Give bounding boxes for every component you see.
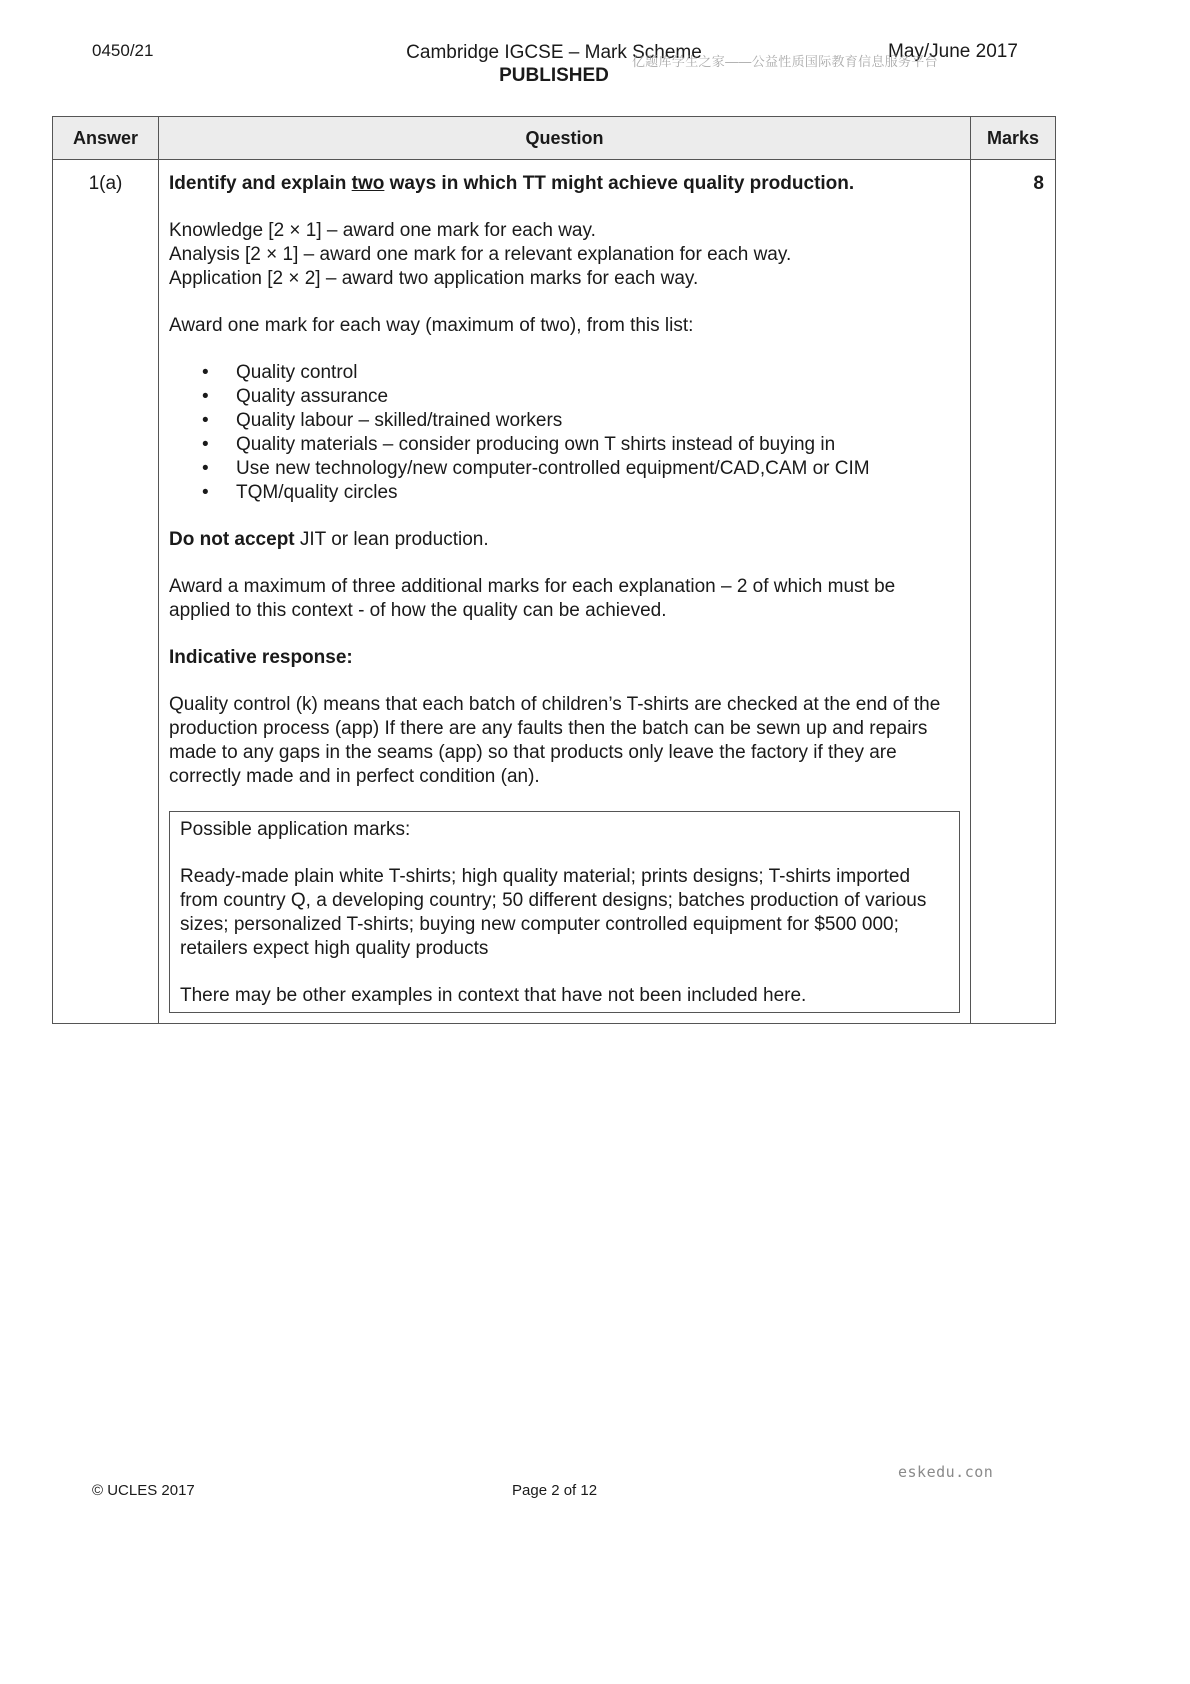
header-answer: Answer	[53, 117, 159, 160]
indicative-heading: Indicative response:	[169, 647, 353, 668]
way-text: Quality assurance	[236, 386, 389, 407]
criteria-list	[169, 219, 960, 291]
bullet-icon: •	[202, 482, 209, 503]
table-header-row	[53, 117, 1056, 160]
table-row	[53, 160, 1056, 1024]
header-title: Cambridge IGCSE – Mark Scheme	[406, 42, 702, 63]
do-not-accept	[169, 528, 960, 552]
prompt-part-a: Identify and explain	[169, 173, 352, 194]
list-intro: Award one mark for each way (maximum of two), from this list:	[169, 315, 694, 336]
bullet-icon: •	[202, 386, 209, 407]
way-text: Quality materials – consider producing own T shirts instead of buying in	[236, 434, 836, 455]
header-published: PUBLISHED	[499, 65, 609, 86]
way-text: TQM/quality circles	[236, 482, 398, 503]
bullet-icon: •	[202, 458, 209, 479]
way-text: Quality labour – skilled/trained workers	[236, 410, 563, 431]
way-text: Quality control	[236, 362, 358, 383]
bullet-icon: •	[202, 362, 209, 383]
application-marks-box	[169, 811, 960, 1013]
do-not-accept-text: JIT or lean production.	[294, 529, 489, 550]
list-item	[169, 409, 960, 433]
header-marks: Marks	[971, 117, 1056, 160]
ways-list	[169, 361, 960, 505]
additional-marks: Award a maximum of three additional marks for each explanation – 2 of which must be applied to this context - of how the quality can be achieved.	[169, 576, 896, 621]
bullet-icon: •	[202, 434, 209, 455]
criteria-knowledge: Knowledge [2 × 1] – award one mark for each way.	[169, 220, 596, 241]
list-item	[169, 481, 960, 505]
footer-watermark: eskedu.con	[898, 1463, 994, 1481]
list-item	[169, 361, 960, 385]
mark-scheme-table	[52, 116, 1056, 1024]
list-item	[169, 385, 960, 409]
list-item	[169, 457, 960, 481]
box-content: Ready-made plain white T-shirts; high quality material; prints designs; T-shirts imported from country Q, a developing country; 50 different designs; batches production of various sizes; personalized T-shirts; buying new computer controlled equipment for $500 000; retailers expect high quality products	[180, 866, 927, 959]
prompt-underlined: two	[351, 173, 385, 194]
header-code: 0450/21	[92, 41, 154, 60]
criteria-application: Application [2 × 2] – award two application marks for each way.	[169, 268, 699, 289]
question-cell	[159, 160, 971, 1024]
do-not-accept-label: Do not accept	[169, 529, 295, 550]
marks-value: 8	[971, 160, 1056, 1024]
box-title: Possible application marks:	[180, 819, 411, 840]
footer-page-number: Page 2 of 12	[512, 1482, 598, 1499]
way-text: Use new technology/new computer-controlled equipment/CAD,CAM or CIM	[236, 458, 870, 479]
question-prompt	[169, 172, 960, 196]
box-note: There may be other examples in context that have not been included here.	[180, 985, 807, 1006]
header-question: Question	[159, 117, 971, 160]
answer-number: 1(a)	[53, 160, 159, 1024]
footer-copyright: © UCLES 2017	[92, 1482, 195, 1499]
watermark-chinese: 亿题库学生之家——公益性质国际教育信息服务平台	[632, 54, 938, 69]
criteria-analysis: Analysis [2 × 1] – award one mark for a relevant explanation for each way.	[169, 244, 792, 265]
list-item	[169, 433, 960, 457]
header-session: May/June 2017	[888, 41, 1018, 62]
prompt-part-b: ways in which TT might achieve quality production.	[384, 173, 855, 194]
indicative-text: Quality control (k) means that each batch of children’s T-shirts are checked at the end of the production process (app) If there are any faults then the batch can be sewn up and repairs made to any gaps in the seams (app) so that products only leave the factory if they are correctly made and in perfect condition (an).	[169, 694, 941, 787]
bullet-icon: •	[202, 410, 209, 431]
